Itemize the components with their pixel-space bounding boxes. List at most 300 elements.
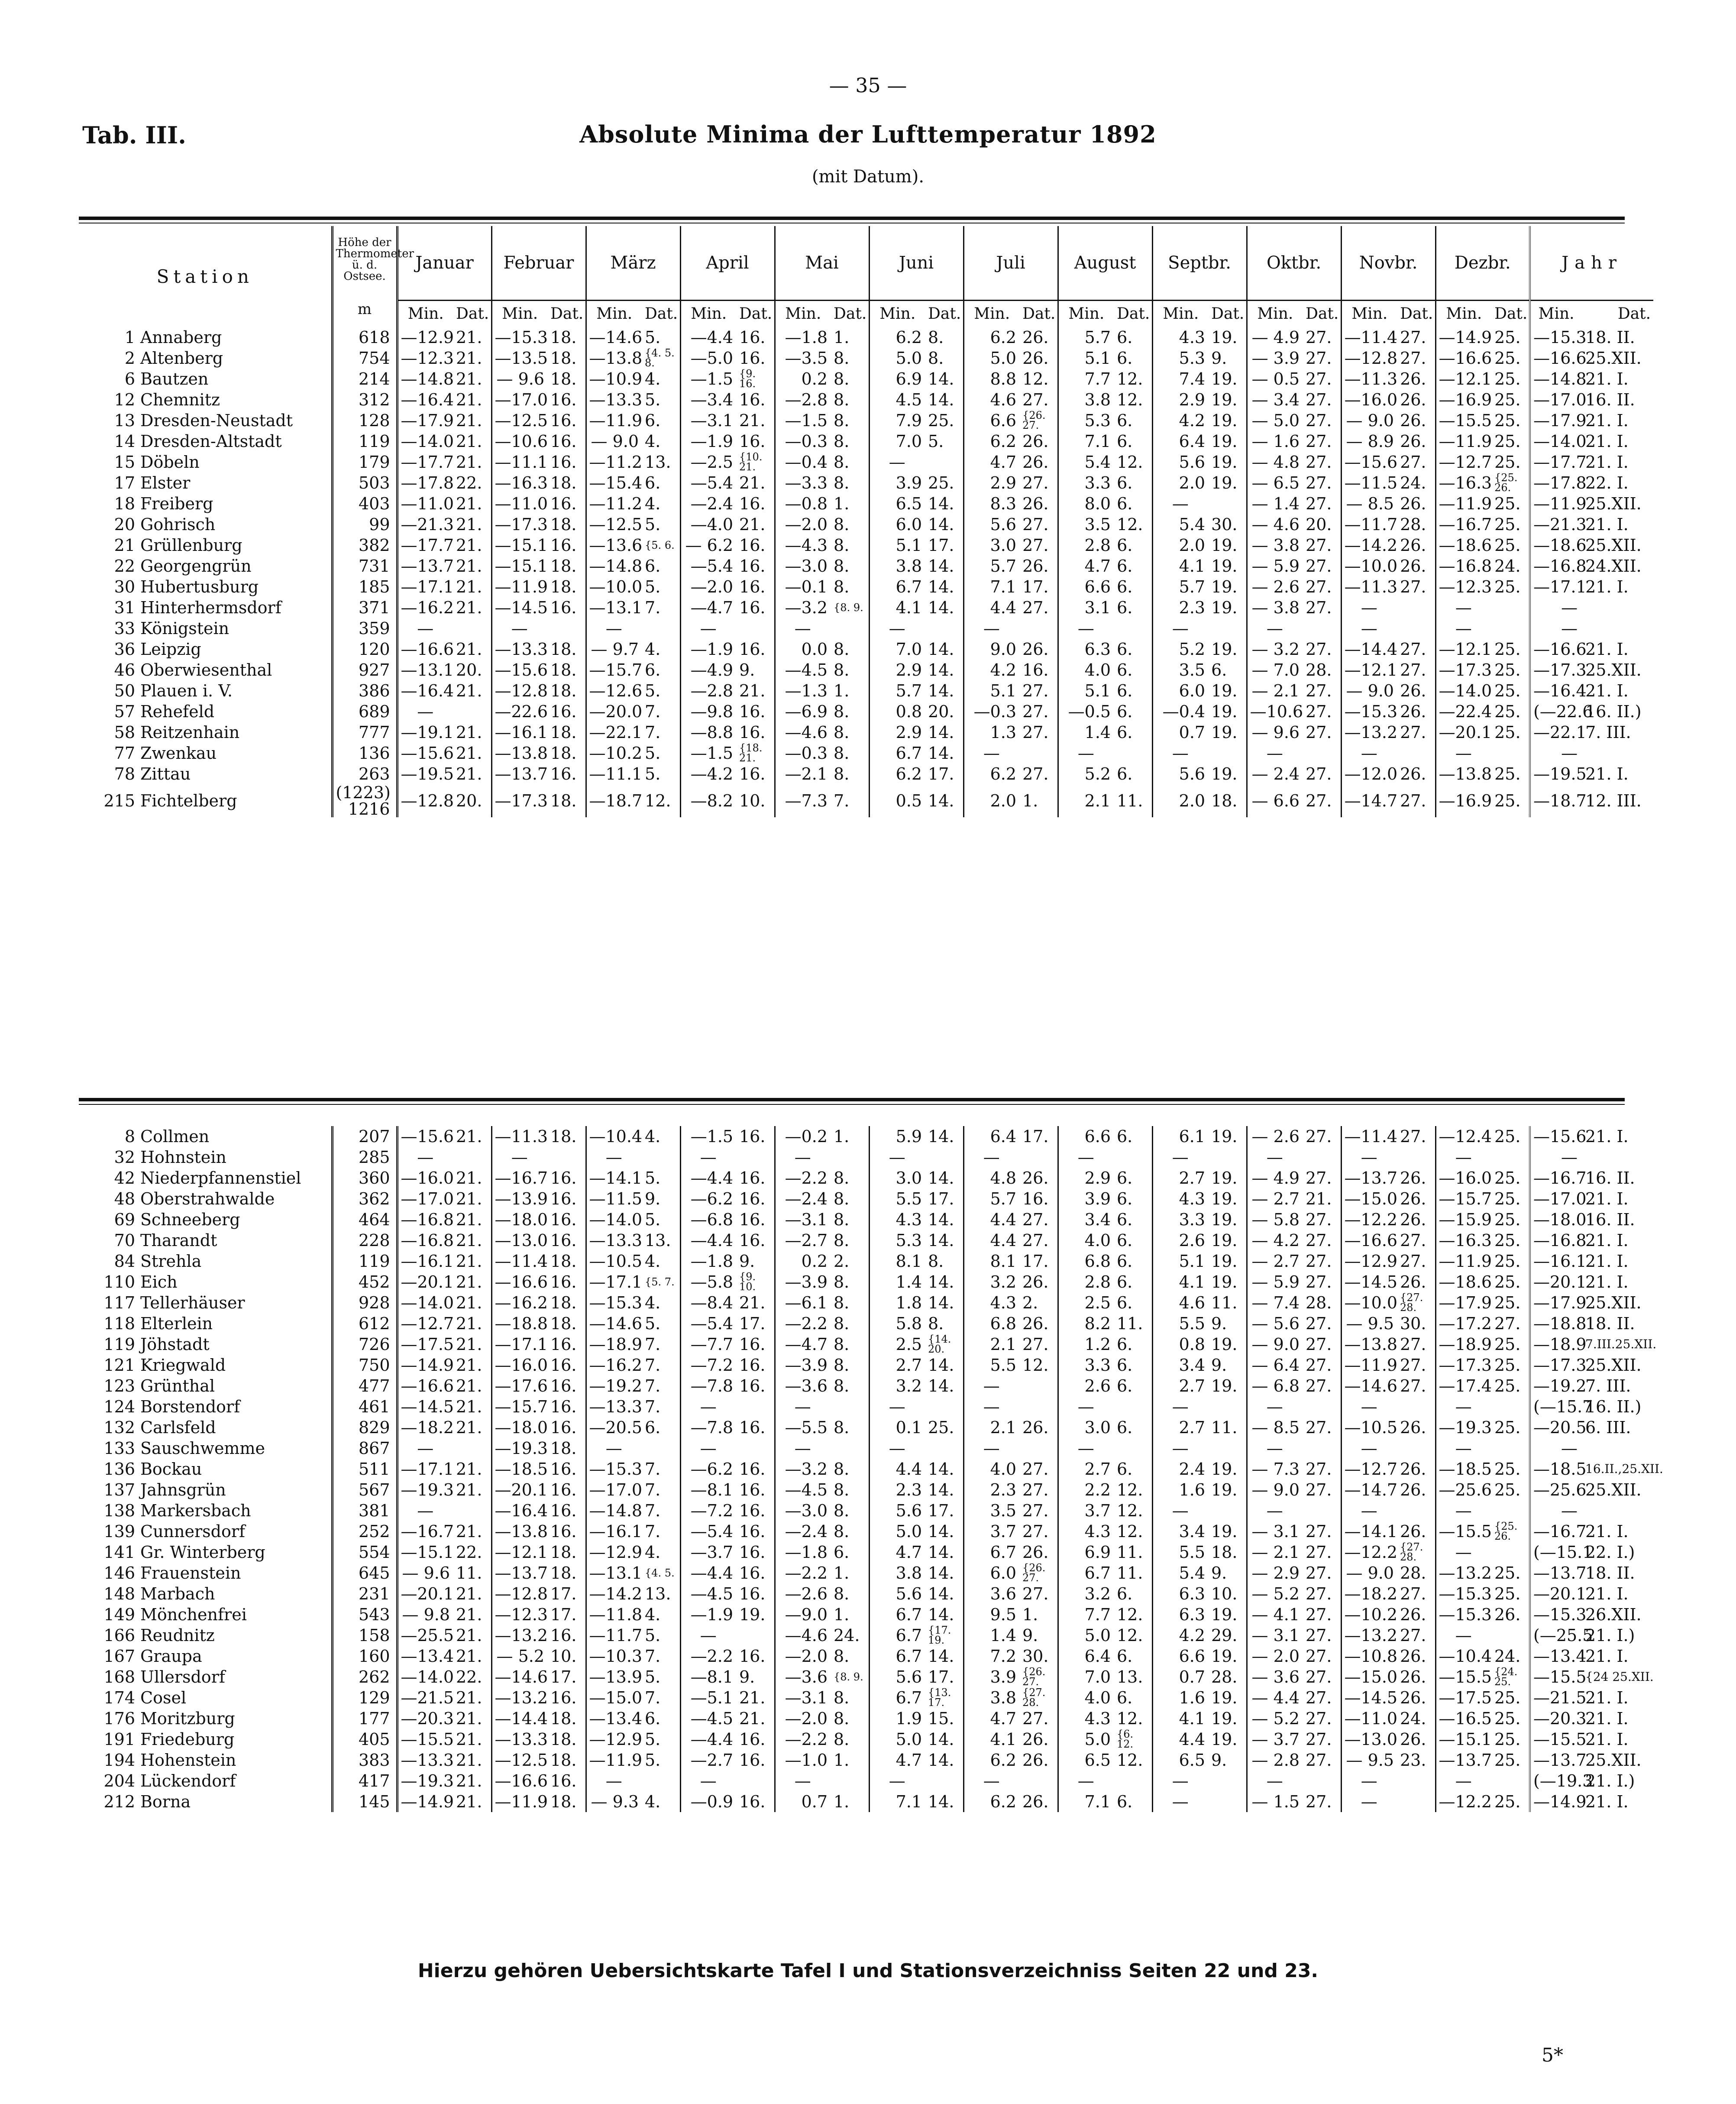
min-value: —5.5: [785, 1418, 828, 1437]
min-date: 5.: [642, 1168, 680, 1188]
min-value: —: [1077, 618, 1094, 638]
station-number: 148: [103, 1584, 135, 1603]
min-date: 25.: [1492, 1126, 1530, 1147]
min-date: 11.: [453, 1563, 491, 1583]
station-height: 262: [332, 1667, 397, 1687]
min-value: —: [1361, 743, 1377, 763]
min-value: —18.7: [589, 791, 643, 810]
min-value: 2.8: [1084, 535, 1111, 555]
year-min-date: 21. I.: [1585, 681, 1629, 700]
station-name: Sauschwemme: [140, 1438, 265, 1458]
min-subheader: Min.: [1257, 304, 1293, 323]
min-value: 4.2: [1179, 411, 1206, 430]
min-value: —21.3: [401, 515, 454, 534]
min-date: [1492, 1625, 1530, 1646]
min-value: 5.0: [895, 1521, 922, 1541]
table-row: [79, 473, 1653, 493]
station-height: 417: [332, 1771, 397, 1791]
min-date: 12.: [1114, 1479, 1152, 1500]
station-name: Rehefeld: [140, 702, 215, 721]
min-date: 8.: [831, 410, 869, 431]
station-number: 31: [114, 598, 135, 617]
min-value: — 5.6: [1251, 1314, 1300, 1333]
min-date: [642, 618, 680, 639]
year-min-value: —17.9: [1530, 410, 1582, 431]
station-name: Elterlein: [140, 1314, 213, 1333]
min-value: —: [983, 618, 1000, 638]
min-date: 8.: [831, 1646, 869, 1667]
min-date: 26.: [1492, 1604, 1530, 1625]
min-date: 5.: [642, 1667, 680, 1687]
year-min-value: —15.6: [1530, 1126, 1582, 1147]
min-value: — 2.0: [1251, 1646, 1300, 1666]
min-value: —10.0: [589, 577, 643, 596]
min-date: 14.: [925, 1376, 963, 1396]
year-min-value: —14.0: [1530, 431, 1582, 452]
min-date: [1209, 1396, 1247, 1417]
min-date: 4.: [642, 1251, 680, 1272]
min-date: 5.: [642, 680, 680, 701]
min-date: 15.: [925, 1708, 963, 1729]
min-value: 2.7: [1084, 1459, 1111, 1479]
table-row: [79, 618, 1653, 639]
min-value: —10.6: [495, 431, 548, 451]
min-date: 25.: [1492, 1334, 1530, 1355]
station-name: Bockau: [140, 1459, 202, 1479]
min-value: —17.3: [495, 791, 548, 810]
min-date: 1.: [1020, 784, 1058, 817]
min-date: 7.: [831, 784, 869, 817]
min-value: —15.1: [495, 556, 548, 576]
min-date: 7.: [642, 1646, 680, 1667]
year-min-value: —13.4: [1530, 1646, 1582, 1667]
min-date: 21.: [453, 514, 491, 535]
min-date: {18. 21.: [737, 743, 775, 764]
min-value: —6.9: [785, 702, 828, 721]
min-date: 14.: [925, 1604, 963, 1625]
station-name: Hubertusburg: [140, 577, 259, 596]
min-value: —: [1077, 743, 1094, 763]
min-value: 5.6: [1179, 452, 1206, 472]
min-date: 6.: [1114, 1251, 1152, 1272]
year-min-date: [1582, 743, 1653, 764]
min-date: 6.: [1114, 576, 1152, 597]
min-date: [1397, 597, 1435, 618]
min-date: 21.: [453, 1791, 491, 1812]
min-date: 19.: [1209, 1126, 1247, 1147]
min-value: —5.4: [690, 556, 734, 576]
min-value: —10.0: [1344, 556, 1398, 576]
min-date: 21.: [453, 1230, 491, 1251]
min-date: [1114, 743, 1152, 764]
min-date: [1492, 1542, 1530, 1563]
min-date: 9.: [1209, 1355, 1247, 1376]
min-date: [1020, 1438, 1058, 1459]
station-name: Grünthal: [140, 1376, 215, 1395]
min-value: —13.2: [1344, 1625, 1398, 1645]
year-min-date: 22. I.: [1585, 473, 1629, 492]
station-header: Station: [156, 265, 253, 287]
min-value: — 2.1: [1251, 1542, 1300, 1562]
table-row: [79, 1479, 1653, 1500]
min-value: 3.3: [1084, 1355, 1111, 1375]
min-value: — 4.2: [1251, 1230, 1300, 1250]
min-value: 4.1: [1179, 1709, 1205, 1728]
min-value: 2.7: [895, 1355, 922, 1375]
min-value: —: [1266, 1147, 1283, 1167]
min-value: —11.9: [1439, 431, 1492, 451]
min-date: 27.: [1303, 431, 1341, 452]
station-cell: [79, 1209, 332, 1230]
min-date: 18.: [548, 1313, 586, 1334]
min-date: 27.: [1303, 722, 1341, 743]
min-value: —: [605, 1147, 622, 1167]
min-date: [1209, 618, 1247, 639]
min-date: 27.: [1303, 1583, 1341, 1604]
table-row: [79, 1396, 1653, 1417]
min-date: 8.: [831, 514, 869, 535]
min-value: 3.5: [1179, 660, 1206, 680]
min-value: —11.1: [495, 452, 548, 472]
min-date: {8. 9.: [831, 597, 869, 618]
min-date: 27.: [1492, 1313, 1530, 1334]
min-date: 16.: [737, 1230, 775, 1251]
min-date: 26.: [1020, 1417, 1058, 1438]
min-value: — 5.8: [1251, 1210, 1300, 1229]
min-value: —13.9: [495, 1189, 548, 1208]
min-date: 12.: [1114, 452, 1152, 473]
station-name: Carlsfeld: [140, 1418, 216, 1437]
min-date: 17.: [1020, 1251, 1058, 1272]
min-value: —: [889, 1771, 905, 1790]
min-date: [925, 1396, 963, 1417]
station-name: Hohnstein: [140, 1147, 226, 1167]
min-date: 1.: [831, 493, 869, 514]
min-value: —: [1455, 1625, 1472, 1645]
min-date: 19.: [1209, 1209, 1247, 1230]
min-date: 25.: [1492, 639, 1530, 660]
min-date: 27.: [1303, 701, 1341, 722]
min-date: 8.: [831, 1583, 869, 1604]
min-value: —22.1: [589, 722, 643, 742]
min-value: 2.0: [1179, 791, 1206, 810]
min-date: 21.: [737, 473, 775, 493]
min-value: —6.2: [690, 1459, 733, 1479]
min-value: —3.0: [785, 1501, 828, 1520]
min-date: 29.: [1209, 1625, 1247, 1646]
min-value: —11.5: [589, 1189, 643, 1208]
station-name: Oberstrahwalde: [140, 1189, 275, 1208]
station-cell: [79, 389, 332, 410]
min-value: —20.5: [589, 1418, 643, 1437]
min-value: —8.8: [690, 722, 734, 742]
min-value: —2.0: [785, 515, 828, 534]
min-value: —17.8: [401, 473, 454, 492]
station-height: 285: [332, 1147, 397, 1168]
min-date: 14.: [925, 389, 963, 410]
table-row: [79, 680, 1653, 701]
min-value: 6.0: [895, 515, 922, 534]
min-value: —: [1361, 1147, 1377, 1167]
table-row: [79, 514, 1653, 535]
min-date: 21.: [1303, 1188, 1341, 1209]
min-value: —1.5: [690, 743, 734, 763]
min-date: [453, 1438, 491, 1459]
min-date: 14.: [925, 722, 963, 743]
min-date: 24.: [1492, 556, 1530, 576]
table-row: [79, 1251, 1653, 1272]
min-value: —21.5: [401, 1688, 454, 1707]
min-date: 27.: [1303, 1791, 1341, 1812]
min-date: 21.: [453, 389, 491, 410]
min-value: —: [889, 1438, 905, 1458]
min-value: 6.5: [1179, 1750, 1205, 1770]
min-value: 6.2: [990, 1750, 1016, 1770]
year-min-date: 16. II.: [1585, 390, 1635, 409]
min-date: [1397, 1500, 1435, 1521]
min-date: 25.: [1492, 1355, 1530, 1376]
min-date: 27.: [1397, 1376, 1435, 1396]
min-value: 1.9: [895, 1709, 922, 1728]
year-min-date: {24 25.XII.: [1585, 1670, 1654, 1684]
min-date: {4. 5. 8.: [642, 348, 680, 369]
min-date: [1114, 1147, 1152, 1168]
min-date: [1020, 1376, 1058, 1396]
station-number: 18: [114, 494, 135, 513]
min-date: 12.: [1114, 369, 1152, 389]
min-value: —18.8: [495, 1314, 548, 1333]
min-value: —12.5: [589, 515, 643, 534]
min-value: —13.8: [1439, 764, 1492, 783]
min-value: —13.3: [589, 1397, 643, 1416]
station-cell: [79, 1272, 332, 1292]
min-value: —12.7: [1439, 452, 1492, 472]
min-date: 25.: [1492, 1251, 1530, 1272]
min-date: 26.: [1397, 535, 1435, 556]
min-date: 9.: [1209, 1563, 1247, 1583]
min-value: —: [1455, 1542, 1472, 1562]
station-height: 927: [332, 660, 397, 680]
table-row: [79, 1583, 1653, 1604]
min-value: —13.9: [589, 1667, 643, 1686]
min-date: 25.: [1492, 431, 1530, 452]
min-date: 25.: [1492, 1272, 1530, 1292]
min-value: —12.1: [1344, 660, 1398, 680]
date-subheader: Dat.: [1397, 301, 1435, 327]
month-header: Januar: [397, 226, 491, 301]
min-date: 8.: [831, 1334, 869, 1355]
min-date: 17.: [737, 1313, 775, 1334]
min-value: —16.6: [495, 1272, 548, 1292]
min-value: —1.9: [690, 431, 734, 451]
min-date: 19.: [1209, 1334, 1247, 1355]
min-value: —17.1: [495, 1334, 548, 1354]
month-header: August: [1058, 226, 1152, 301]
min-date: 19.: [1209, 1230, 1247, 1251]
min-date: 21.: [453, 1771, 491, 1791]
min-date: 27.: [1303, 1542, 1341, 1563]
min-date: 8.: [831, 660, 869, 680]
station-cell: [79, 1251, 332, 1272]
min-value: 3.9: [895, 473, 922, 492]
station-number: 117: [103, 1293, 135, 1312]
min-value: —16.4: [401, 390, 454, 409]
table-row: [79, 784, 1653, 817]
min-value: —17.7: [401, 535, 454, 555]
min-value: 5.0: [1084, 1625, 1111, 1645]
min-value: — 9.5: [1346, 1750, 1394, 1770]
table-row: [79, 1313, 1653, 1334]
station-name: Graupa: [140, 1646, 202, 1666]
min-date: [1303, 1500, 1341, 1521]
min-date: 21.: [453, 348, 491, 369]
min-value: —20.0: [589, 702, 643, 721]
min-value: —3.6: [785, 1376, 828, 1395]
min-value: — 9.0: [1251, 1480, 1300, 1499]
min-value: — 2.8: [1251, 1750, 1300, 1770]
station-name: Freiberg: [140, 494, 213, 513]
min-value: —14.1: [589, 1168, 643, 1188]
min-date: 6.: [1114, 1188, 1152, 1209]
min-value: 7.7: [1084, 1605, 1111, 1624]
min-value: 2.1: [1084, 791, 1111, 810]
table-row: [79, 1188, 1653, 1209]
min-value: 0.8: [1179, 1334, 1205, 1354]
min-value: —2.2: [785, 1314, 828, 1333]
min-value: —1.8: [785, 327, 828, 347]
min-date: 25.: [1492, 1708, 1530, 1729]
min-value: —: [1266, 1501, 1283, 1520]
min-value: — 6.2: [685, 535, 734, 555]
min-date: 25.: [1492, 1459, 1530, 1479]
min-date: 2.: [831, 1251, 869, 1272]
min-date: [1492, 1771, 1530, 1791]
min-value: —: [417, 1438, 434, 1458]
min-date: 4.: [642, 639, 680, 660]
min-value: —11.4: [495, 1251, 548, 1271]
station-height: 128: [332, 410, 397, 431]
month-header: März: [586, 226, 680, 301]
min-value: —2.2: [785, 1729, 828, 1749]
min-date: 6.: [1114, 431, 1152, 452]
min-date: 16.: [737, 722, 775, 743]
min-value: 2.9: [895, 722, 922, 742]
table-row: [79, 556, 1653, 576]
min-value: 6.1: [1179, 1126, 1205, 1146]
height-header-unit: m: [357, 300, 372, 318]
min-value: —1.9: [690, 1605, 733, 1624]
year-min-value: —20.3: [1530, 1708, 1582, 1729]
min-value: —11.3: [1344, 369, 1398, 388]
min-value: —: [1361, 618, 1377, 638]
station-height: 543: [332, 1604, 397, 1625]
min-value: —14.0: [1439, 681, 1492, 700]
min-date: 6.: [1114, 1459, 1152, 1479]
min-date: [925, 1438, 963, 1459]
min-date: 26.: [1397, 680, 1435, 701]
min-value: 5.7: [990, 1189, 1016, 1208]
min-date: 8.: [831, 1313, 869, 1334]
min-date: 19.: [1209, 597, 1247, 618]
min-date: [1303, 1147, 1341, 1168]
min-value: —8.1: [690, 1480, 733, 1499]
min-value: —7.7: [690, 1334, 733, 1354]
station-number: 20: [114, 515, 135, 534]
middle-rule: [79, 1098, 1625, 1101]
min-value: —6.1: [785, 1293, 828, 1312]
min-value: —1.9: [690, 639, 734, 659]
min-value: —12.8: [495, 1584, 548, 1603]
year-min-value: —: [1530, 1500, 1582, 1521]
min-date: 16.: [737, 1521, 775, 1542]
min-value: — 3.4: [1251, 390, 1300, 409]
min-date: 16.: [548, 1625, 586, 1646]
table-row: [79, 1292, 1653, 1313]
min-value: 6.7: [1084, 1563, 1111, 1583]
min-value: —18.2: [1344, 1584, 1398, 1603]
min-date: 6.: [1114, 1334, 1152, 1355]
min-value: —10.2: [1344, 1605, 1398, 1624]
min-date: [453, 701, 491, 722]
year-min-value: (—25.5: [1530, 1625, 1582, 1646]
table-block-1: [79, 226, 1653, 817]
min-value: —10.5: [589, 1251, 643, 1271]
min-subheader: Min.: [1163, 304, 1199, 323]
min-date: 16.: [548, 1500, 586, 1521]
min-date: [548, 618, 586, 639]
min-date: [642, 1438, 680, 1459]
min-value: —19.5: [401, 764, 454, 783]
min-date: 16.: [1020, 1188, 1058, 1209]
min-value: —17.9: [401, 411, 454, 430]
min-value: —4.5: [785, 1480, 828, 1499]
table-row: [79, 369, 1653, 389]
table-row: [79, 764, 1653, 784]
min-value: —13.0: [1344, 1729, 1398, 1749]
min-date: 18.: [548, 1750, 586, 1771]
min-value: 2.7: [1179, 1376, 1205, 1395]
min-date: 19.: [1209, 1521, 1247, 1542]
min-value: — 8.5: [1251, 1418, 1300, 1437]
min-value: —6.2: [690, 1189, 733, 1208]
year-min-value: —15.3: [1530, 1604, 1582, 1625]
min-date: 21.: [453, 1272, 491, 1292]
table-row: [79, 1147, 1653, 1168]
station-name: Dresden-Altstadt: [140, 431, 282, 451]
min-date: 10.: [548, 1646, 586, 1667]
min-date: 4.: [642, 1292, 680, 1313]
year-min-date: 7.III.25.XII.: [1585, 1337, 1657, 1352]
min-date: 9.: [1020, 1625, 1058, 1646]
min-date: [1397, 618, 1435, 639]
min-value: —12.9: [401, 327, 454, 347]
min-subheader: Min.: [1068, 304, 1105, 323]
year-min-date: 21. I.: [1585, 1189, 1629, 1208]
station-height: 145: [332, 1791, 397, 1812]
station-height: (1223) 1216: [332, 784, 397, 817]
min-date: 16.: [548, 701, 586, 722]
min-value: —25.6: [1439, 1480, 1492, 1499]
min-value: —: [889, 452, 905, 472]
min-value: —15.0: [589, 1688, 643, 1707]
date-subheader: Dat.: [1020, 301, 1058, 327]
min-value: 6.4: [1084, 1646, 1111, 1666]
station-name: Mönchenfrei: [140, 1605, 247, 1624]
min-date: 27.: [1397, 722, 1435, 743]
min-date: 6.: [642, 1417, 680, 1438]
min-value: —20.1: [1439, 722, 1492, 742]
min-date: 26.: [1397, 1604, 1435, 1625]
